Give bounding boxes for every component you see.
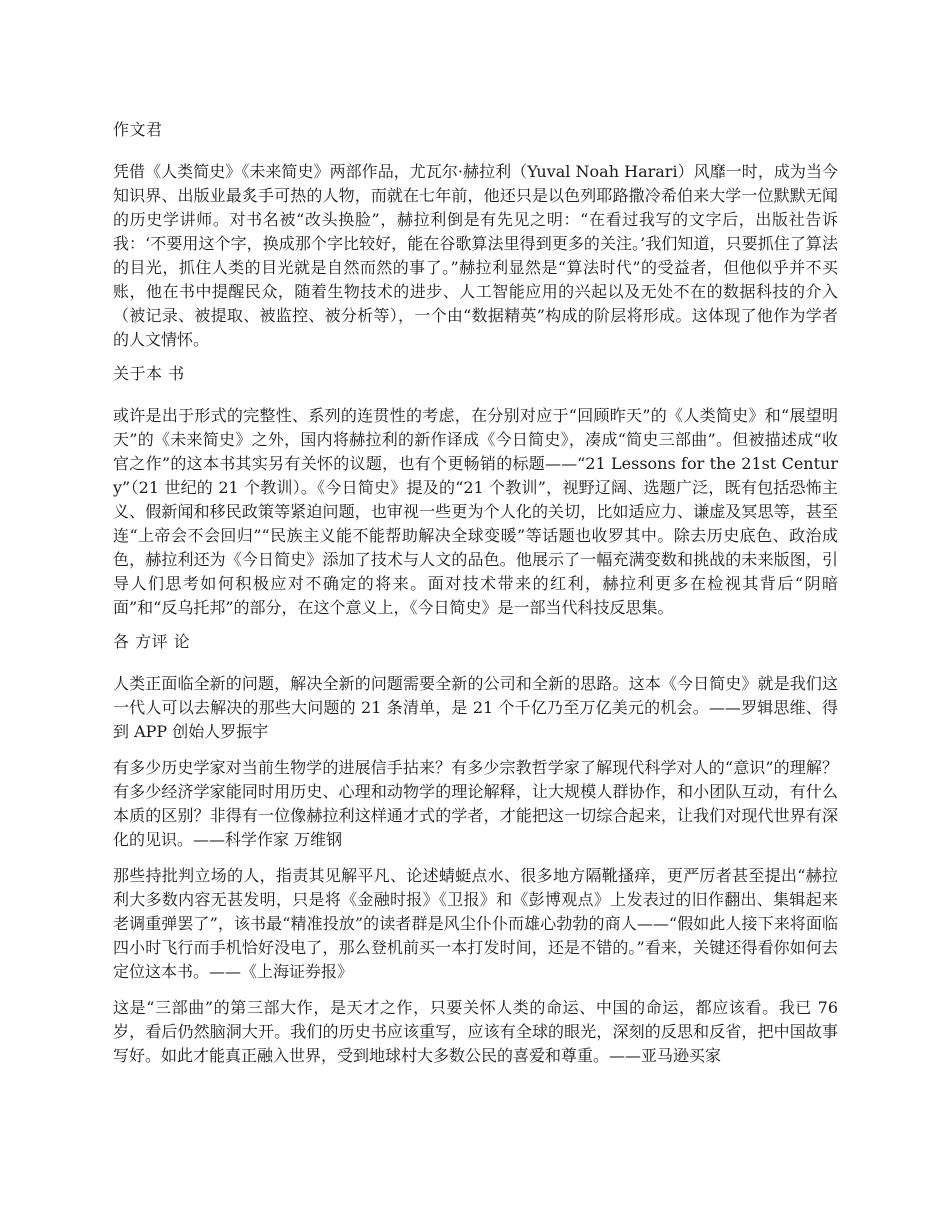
reviews-section bbox=[113, 632, 838, 1068]
review-paragraph: 这是“三部曲”的第三部大作，是天才之作，只要关怀人类的命运、中国的命运，都应该看。我已 76 岁，看后仍然脑洞大开。我们的历史书应该重写，应该有全球的眼光，深刻的反思和反省，把中国故事写好。如此才能真正融入世界，受到地球村大多数公民的喜爱和尊重。——亚马逊买家 bbox=[113, 998, 838, 1065]
about-paragraph: 或许是出于形式的完整性、系列的连贯性的考虑，在分别对应于“回顾昨天”的《人类简史》和“展望明天”的《未来简史》之外，国内将赫拉利的新作译成《今日简史》，凑成“简史三部曲”。但被描述成“收官之作”的这本书其实另有关怀的议题，也有个更畅销的标题——“21 Lessons for the 21st Century”（21 世纪的 21 个教训）。《今日简史》提及的“21 个教训”，视野辽阔、选题广泛，既有包括恐怖主义、假新闻和移民政策等紧迫问题，也审视一些更为个人化的关切，比如适应力、谦虚及冥思等，甚至连“上帝会不会回归”“民族主义能不能帮助解决全球变暖”等话题也收罗其中。除去历史底色、政治成色，赫拉利还为《今日简史》添加了技术与人文的品色。他展示了一幅充满变数和挑战的未来版图，引导人们思考如何积极应对不确定的将来。面对技术带来的红利，赫拉利更多在检视其背后“阴暗面”和“反乌托邦”的部分，在这个意义上，《今日简史》是一部当代科技反思集。 bbox=[113, 406, 838, 617]
about-section bbox=[113, 364, 838, 620]
intro-heading: 作文君 bbox=[113, 120, 163, 139]
reviews-heading: 各 方评 论 bbox=[113, 632, 191, 651]
document-page bbox=[113, 120, 838, 1080]
review-paragraph: 那些持批判立场的人，指责其见解平凡、论述蜻蜓点水、很多地方隔靴搔痒，更严厉者甚至提出“赫拉利大多数内容无甚发明，只是将《金融时报》《卫报》和《彭博观点》上发表过的旧作翻出、集辑起来老调重弹罢了”，该书最“精准投放”的读者群是风尘仆仆而雄心勃勃的商人——“假如此人接下来将面临四小时飞行而手机恰好没电了，那么登机前买一本打发时间，还是不错的。”看来，关键还得看你如何去定位这本书。——《上海证券报》 bbox=[113, 866, 838, 981]
review-paragraph: 有多少历史学家对当前生物学的进展信手拈来？有多少宗教哲学家了解现代科学对人的“意识”的理解？有多少经济学家能同时用历史、心理和动物学的理论解释，让大规模人群协作，和小团队互动，有什么本质的区别？非得有一位像赫拉利这样通才式的学者，才能把这一切综合起来，让我们对现代世界有深化的见识。——科学作家 万维钢 bbox=[113, 758, 838, 849]
intro-section bbox=[113, 120, 838, 352]
review-paragraph: 人类正面临全新的问题，解决全新的问题需要全新的公司和全新的思路。这本《今日简史》就是我们这一代人可以去解决的那些大问题的 21 条清单，是 21 个千亿乃至万亿美元的机会。——罗辑思维、得到 APP 创始人罗振宇 bbox=[113, 674, 838, 741]
intro-paragraph: 凭借《人类简史》《未来简史》两部作品，尤瓦尔·赫拉利（Yuval Noah Harari）风靡一时，成为当今知识界、出版业最炙手可热的人物，而就在七年前，他还只是以色列耶路撒冷希伯来大学一位默默无闻的历史学讲师。对书名被“改头换脸”，赫拉利倒是有先见之明：“在看过我写的文字后，出版社告诉我：‘不要用这个字，换成那个字比较好，能在谷歌算法里得到更多的关注。’我们知道，只要抓住了算法的目光，抓住人类的目光就是自然而然的事了。”赫拉利显然是“算法时代”的受益者，但他似乎并不买账，他在书中提醒民众，随着生物技术的进步、人工智能应用的兴起以及无处不在的数据科技的介入（被记录、被提取、被监控、被分析等），一个由“数据精英”构成的阶层将形成。这体现了他作为学者的人文情怀。 bbox=[113, 162, 838, 349]
about-heading: 关于本 书 bbox=[113, 364, 185, 383]
